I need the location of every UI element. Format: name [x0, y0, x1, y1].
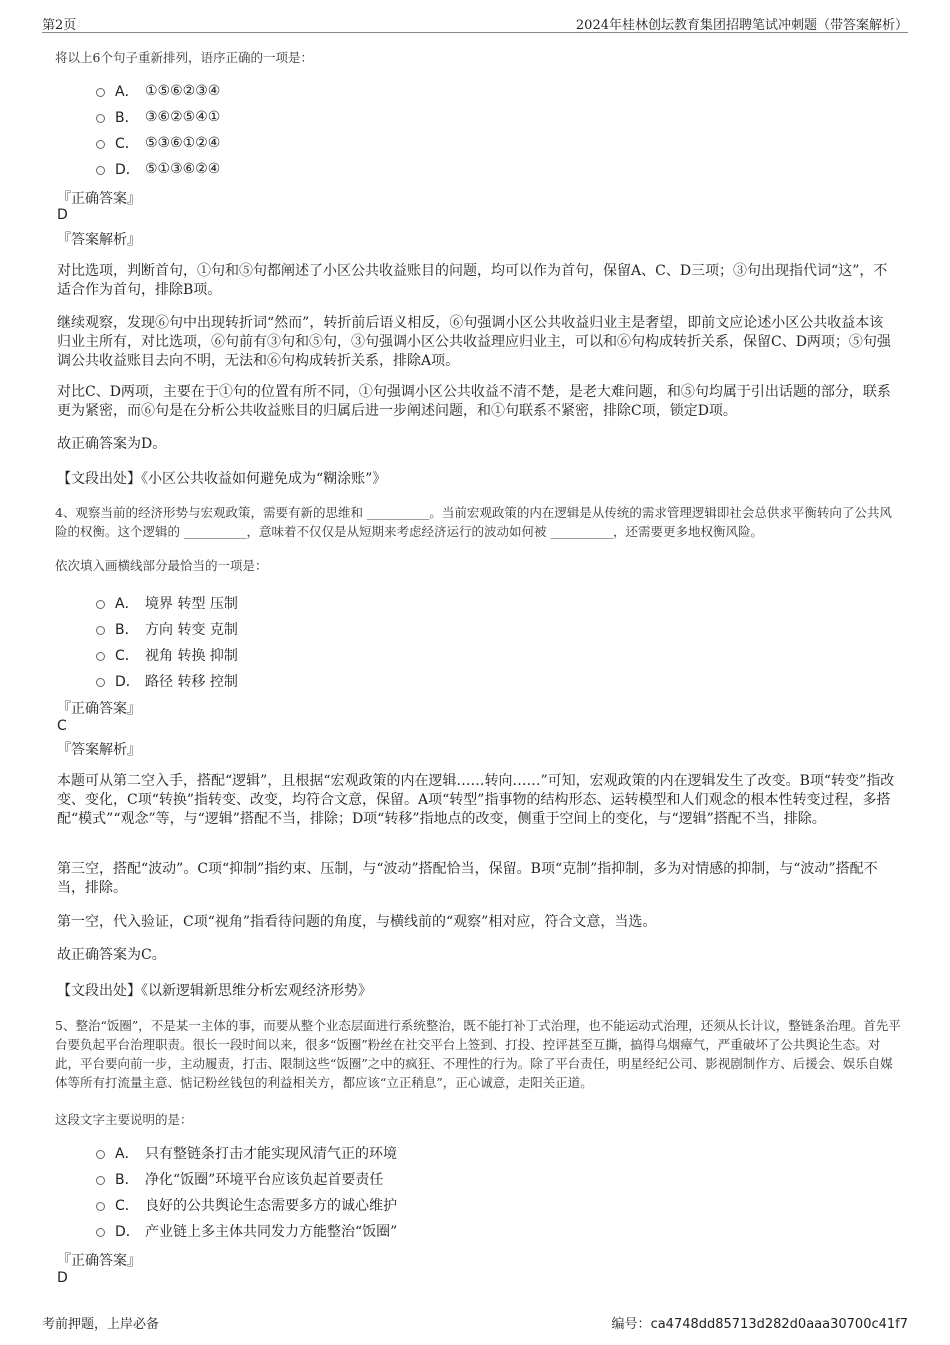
q3-analysis-paragraph: 继续观察，发现⑥句中出现转折词“然而”，转折前后语义相反，⑥句强调小区公共收益归业主是奢望，即前文应论述小区公共收益本该归业主所有，对比选项，⑥句前有③句和⑤句，③句强调小区公共收益理应归业主，可以和⑥句构成转折关系，保留C、D两项；⑤句强调公共收益账目去向不明，无法和⑥句构成转折关系，排除A项。	[57, 315, 891, 369]
q4-source: 【文段出处】《以新逻辑新思维分析宏观经济形势》	[57, 983, 372, 999]
radio-icon[interactable]	[96, 626, 105, 635]
page-footer	[42, 1313, 908, 1331]
option-key: A．	[115, 84, 139, 100]
q3-prompt: 将以上6个句子重新排列，语序正确的一项是：	[55, 50, 313, 65]
radio-icon[interactable]	[96, 1150, 105, 1159]
q4-stem: 4、观察当前的经济形势与宏观政策，需要有新的思维和 __________。当前宏观政策的内在逻辑是从传统的需求管理逻辑即社会总供求平衡转向了公共风险的权衡。这个逻辑的 __________，意味着不仅仅是从短期来考虑经济运行的波动如何被 __________，还需要更多地权衡风险。	[55, 505, 892, 539]
code-value: ca4748dd85713d282d0aaa30700c41f7	[650, 1317, 908, 1332]
q3-analysis-paragraph: 对比选项，判断首句，①句和⑤句都阐述了小区公共收益账目的问题，均可以作为首句，保留A、C、D三项；③句出现指代词“这”，不适合作为首句，排除B项。	[57, 263, 888, 298]
option-key: C．	[115, 1198, 139, 1214]
option-key: D．	[115, 1224, 140, 1240]
option-text: 产业链上多主体共同发力方能整治“饭圈”	[145, 1224, 398, 1240]
q4-option-b[interactable]	[96, 618, 238, 640]
option-text: 视角 转换 抑制	[145, 648, 238, 664]
q5-answer-label: 『正确答案』	[57, 1253, 141, 1269]
radio-icon[interactable]	[96, 652, 105, 661]
footer-slogan: 考前押题，上岸必备	[42, 1317, 160, 1332]
q3-analysis-label: 『答案解析』	[57, 232, 141, 248]
page-number: 第2页	[42, 18, 77, 33]
option-key: D．	[115, 162, 140, 178]
option-key: B．	[115, 110, 139, 126]
option-key: B．	[115, 1172, 139, 1188]
radio-icon[interactable]	[96, 114, 105, 123]
document-title: 2024年桂林创坛教育集团招聘笔试冲刺题（带答案解析）	[575, 18, 908, 33]
q4-option-c[interactable]	[96, 644, 238, 666]
q4-analysis-paragraph: 第三空，搭配“波动”。C项“抑制”指约束、压制，与“波动”搭配恰当，保留。B项“克制”指抑制，多为对情感的抑制，与“波动”搭配不当，排除。	[57, 861, 878, 896]
q3-source: 【文段出处】《小区公共收益如何避免成为“糊涂账”》	[57, 471, 387, 487]
q3-option-b[interactable]	[96, 106, 220, 128]
radio-icon[interactable]	[96, 678, 105, 687]
q3-analysis-paragraph: 故正确答案为D。	[57, 436, 167, 452]
option-text: 境界 转型 压制	[145, 596, 238, 612]
code-label: 编号：	[611, 1317, 651, 1332]
q5-option-c[interactable]	[96, 1194, 397, 1216]
page-header	[42, 12, 908, 33]
document-code	[612, 1313, 908, 1332]
option-key: C．	[115, 648, 139, 664]
option-key: B．	[115, 622, 139, 638]
q5-option-d[interactable]	[96, 1220, 397, 1242]
q4-option-d[interactable]	[96, 670, 238, 692]
radio-icon[interactable]	[96, 1228, 105, 1237]
q5-prompt: 这段文字主要说明的是：	[55, 1112, 193, 1127]
radio-icon[interactable]	[96, 140, 105, 149]
q5-answer: D	[57, 1270, 68, 1286]
option-key: A．	[115, 596, 139, 612]
q3-answer-label: 『正确答案』	[57, 191, 141, 207]
option-key: D．	[115, 674, 140, 690]
option-text: 只有整链条打击才能实现风清气正的环境	[145, 1146, 397, 1162]
q3-option-a[interactable]	[96, 80, 220, 102]
q5-stem: 5、整治“饭圈”，不是某一主体的事，而要从整个业态层面进行系统整治，既不能打补丁式治理，也不能运动式治理，还须从长计议，整链条治理。首先平台要负起平台治理职责。很长一段时间以来，很多“饭圈”粉丝在社交平台上签到、打投、控评甚至互撕，搞得乌烟瘴气，严重破坏了公共舆论生态。对此，平台要向前一步，主动履责，打击、限制这些“饭圈”之中的疯狂、不理性的行为。除了平台责任，明星经纪公司、影视剧制作方、后援会、娱乐自媒体等所有打流量主意、惦记粉丝钱包的利益相关方，都应该“立正稍息”，正心诚意，走阳关正道。	[55, 1018, 901, 1090]
radio-icon[interactable]	[96, 88, 105, 97]
radio-icon[interactable]	[96, 166, 105, 175]
q3-analysis-paragraph: 对比C、D两项，主要在于①句的位置有所不同，①句强调小区公共收益不清不楚，是老大难问题，和⑤句均属于引出话题的部分，联系更为紧密，而⑥句是在分析公共收益账目的归属后进一步阐述问题，和①句联系不紧密，排除C项，锁定D项。	[57, 384, 891, 419]
radio-icon[interactable]	[96, 1176, 105, 1185]
option-key: C．	[115, 136, 139, 152]
option-text: 路径 转移 控制	[145, 674, 238, 690]
option-text: 净化“饭圈”环境平台应该负起首要责任	[145, 1172, 384, 1188]
option-text: ⑤③⑥①②④	[145, 135, 221, 151]
q3-option-c[interactable]	[96, 132, 220, 154]
option-text: ①⑤⑥②③④	[145, 83, 221, 99]
q3-answer: D	[57, 207, 68, 223]
q4-option-a[interactable]	[96, 592, 238, 614]
radio-icon[interactable]	[96, 600, 105, 609]
radio-icon[interactable]	[96, 1202, 105, 1211]
q4-answer-label: 『正确答案』	[57, 701, 141, 717]
q4-analysis-paragraph: 本题可从第二空入手，搭配“逻辑”，且根据“宏观政策的内在逻辑……转向……”可知，宏观政策的内在逻辑发生了改变。B项“转变”指改变、变化，C项“转换”指转变、改变，均符合文意，保留。A项“转型”指事物的结构形态、运转模型和人们观念的根本性转变过程，多搭配“模式”“观念”等，与“逻辑”搭配不当，排除；D项“转移”指地点的改变，侧重于空间上的变化，与“逻辑”搭配不当，排除。	[57, 773, 895, 827]
q4-prompt: 依次填入画横线部分最恰当的一项是：	[55, 558, 268, 573]
q3-option-d[interactable]	[96, 158, 220, 180]
option-text: 方向 转变 克制	[145, 622, 238, 638]
q4-analysis-paragraph: 故正确答案为C。	[57, 947, 166, 963]
q4-answer: C	[57, 718, 67, 734]
option-text: ③⑥②⑤④①	[145, 109, 221, 125]
option-text: ⑤①③⑥②④	[145, 161, 221, 177]
option-text: 良好的公共舆论生态需要多方的诚心维护	[145, 1198, 397, 1214]
q5-option-a[interactable]	[96, 1142, 397, 1164]
q4-analysis-paragraph: 第一空，代入验证，C项“视角”指看待问题的角度，与横线前的“观察”相对应，符合文意，当选。	[57, 914, 657, 930]
q5-option-b[interactable]	[96, 1168, 383, 1190]
option-key: A．	[115, 1146, 139, 1162]
q4-analysis-label: 『答案解析』	[57, 742, 141, 758]
